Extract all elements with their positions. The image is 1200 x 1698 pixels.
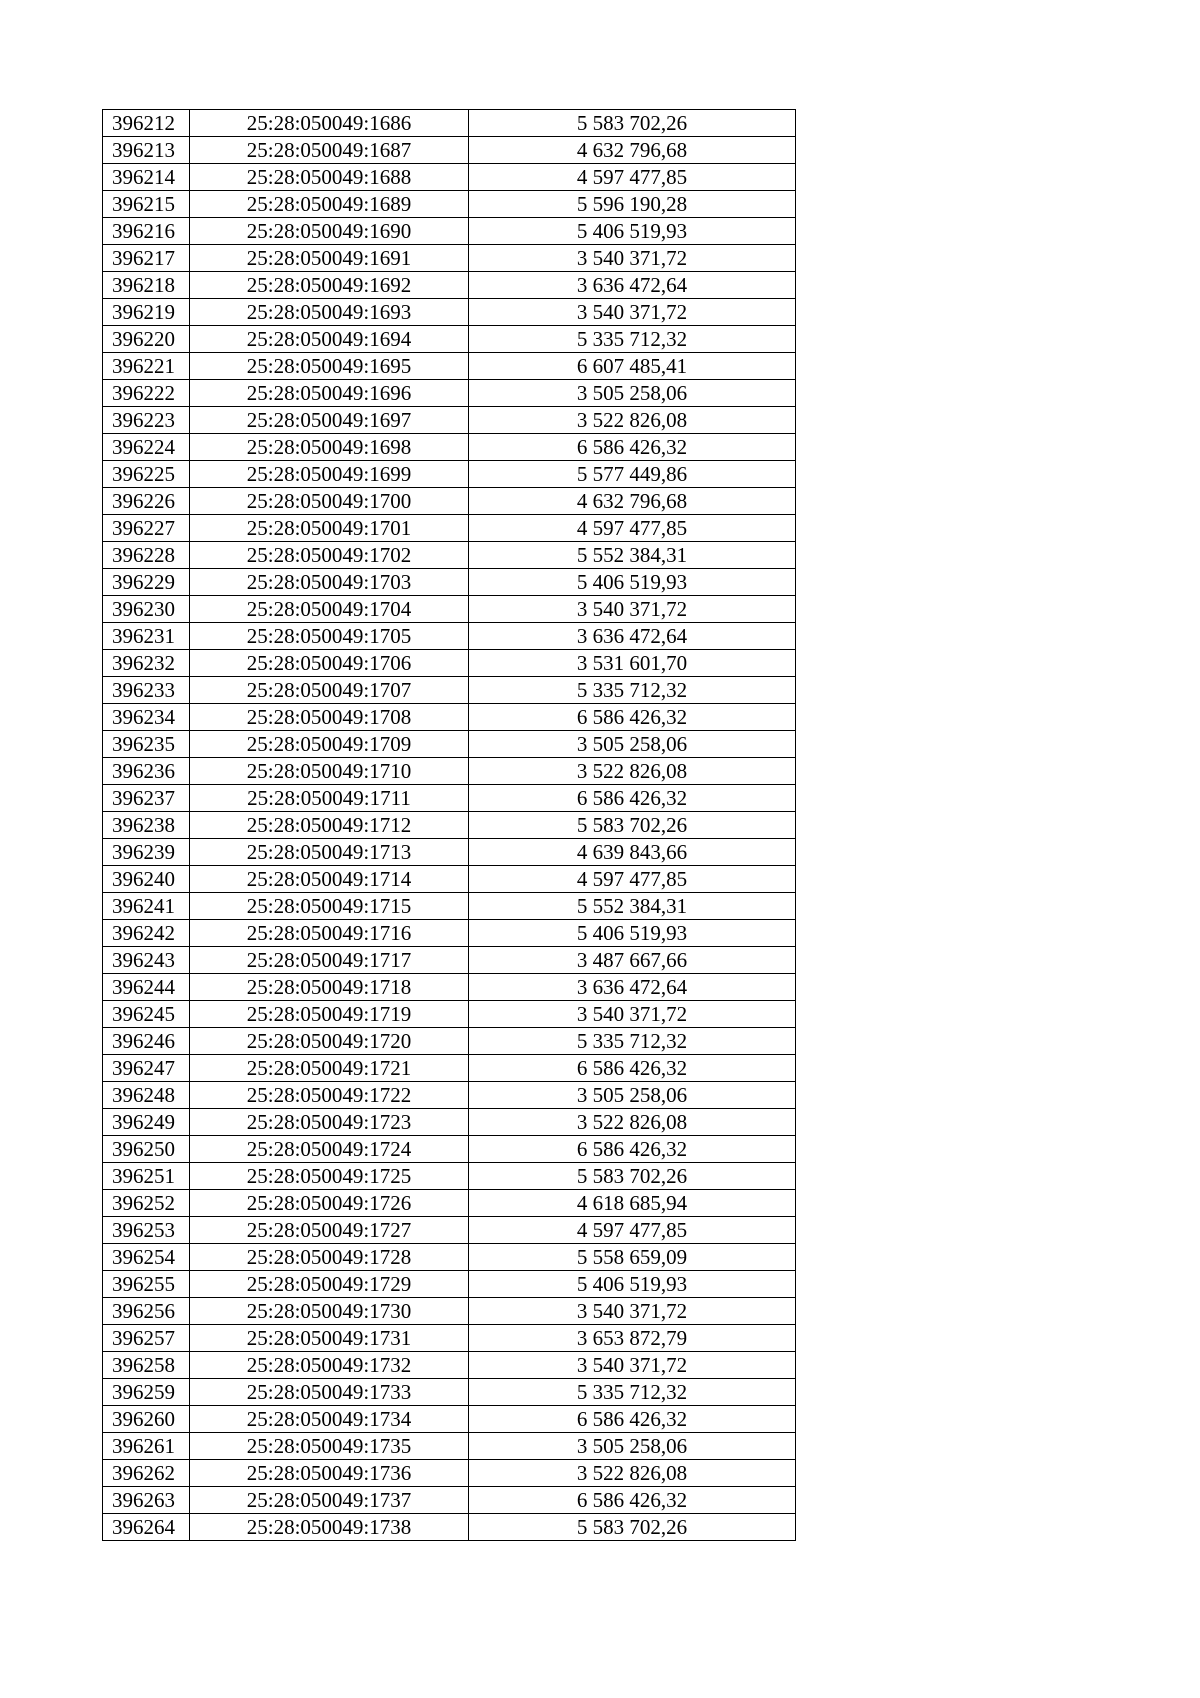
table-row [103, 623, 796, 650]
row-number-cell: 396244 [103, 974, 190, 1001]
cadastral-number-cell: 25:28:050049:1698 [190, 434, 469, 461]
row-number-cell: 396228 [103, 542, 190, 569]
cadastral-number-cell: 25:28:050049:1703 [190, 569, 469, 596]
table-row [103, 1460, 796, 1487]
cadastral-number-cell: 25:28:050049:1689 [190, 191, 469, 218]
row-number-cell: 396239 [103, 839, 190, 866]
cadastral-number-cell: 25:28:050049:1692 [190, 272, 469, 299]
row-number-cell: 396232 [103, 650, 190, 677]
cadastral-number-cell: 25:28:050049:1719 [190, 1001, 469, 1028]
cadastral-number-cell: 25:28:050049:1697 [190, 407, 469, 434]
row-number-cell: 396220 [103, 326, 190, 353]
value-cell: 3 522 826,08 [469, 758, 796, 785]
cadastral-number-cell: 25:28:050049:1705 [190, 623, 469, 650]
cadastral-number-cell: 25:28:050049:1716 [190, 920, 469, 947]
row-number-cell: 396248 [103, 1082, 190, 1109]
row-number-cell: 396213 [103, 137, 190, 164]
value-cell: 5 335 712,32 [469, 677, 796, 704]
cadastral-number-cell: 25:28:050049:1721 [190, 1055, 469, 1082]
table-row [103, 1217, 796, 1244]
row-number-cell: 396224 [103, 434, 190, 461]
cadastral-number-cell: 25:28:050049:1708 [190, 704, 469, 731]
table-row [103, 731, 796, 758]
cadastral-number-cell: 25:28:050049:1722 [190, 1082, 469, 1109]
cadastral-number-cell: 25:28:050049:1710 [190, 758, 469, 785]
value-cell: 3 505 258,06 [469, 1433, 796, 1460]
table-row [103, 920, 796, 947]
table-row [103, 569, 796, 596]
value-cell: 5 552 384,31 [469, 542, 796, 569]
value-cell: 5 335 712,32 [469, 326, 796, 353]
value-cell: 3 540 371,72 [469, 1298, 796, 1325]
row-number-cell: 396216 [103, 218, 190, 245]
table-row [103, 218, 796, 245]
table-row [103, 110, 796, 137]
row-number-cell: 396254 [103, 1244, 190, 1271]
cadastral-number-cell: 25:28:050049:1729 [190, 1271, 469, 1298]
cadastral-number-cell: 25:28:050049:1687 [190, 137, 469, 164]
cadastral-number-cell: 25:28:050049:1727 [190, 1217, 469, 1244]
cadastral-number-cell: 25:28:050049:1733 [190, 1379, 469, 1406]
value-cell: 3 505 258,06 [469, 380, 796, 407]
cadastral-number-cell: 25:28:050049:1738 [190, 1514, 469, 1541]
cadastral-number-cell: 25:28:050049:1725 [190, 1163, 469, 1190]
cadastral-number-cell: 25:28:050049:1695 [190, 353, 469, 380]
table-row [103, 488, 796, 515]
table-row [103, 1325, 796, 1352]
row-number-cell: 396263 [103, 1487, 190, 1514]
table-row [103, 704, 796, 731]
cadastral-number-cell: 25:28:050049:1709 [190, 731, 469, 758]
cadastral-number-cell: 25:28:050049:1730 [190, 1298, 469, 1325]
value-cell: 5 406 519,93 [469, 218, 796, 245]
cadastral-number-cell: 25:28:050049:1726 [190, 1190, 469, 1217]
table-row [103, 542, 796, 569]
row-number-cell: 396259 [103, 1379, 190, 1406]
cadastral-number-cell: 25:28:050049:1707 [190, 677, 469, 704]
value-cell: 3 487 667,66 [469, 947, 796, 974]
table-row [103, 299, 796, 326]
table-row [103, 1163, 796, 1190]
table-row [103, 245, 796, 272]
value-cell: 5 406 519,93 [469, 569, 796, 596]
row-number-cell: 396219 [103, 299, 190, 326]
value-cell: 5 552 384,31 [469, 893, 796, 920]
cadastral-number-cell: 25:28:050049:1734 [190, 1406, 469, 1433]
table-row [103, 1487, 796, 1514]
cadastral-number-cell: 25:28:050049:1690 [190, 218, 469, 245]
row-number-cell: 396218 [103, 272, 190, 299]
table-row [103, 785, 796, 812]
value-cell: 3 540 371,72 [469, 245, 796, 272]
value-cell: 6 586 426,32 [469, 1136, 796, 1163]
row-number-cell: 396233 [103, 677, 190, 704]
table-row [103, 1514, 796, 1541]
cadastral-number-cell: 25:28:050049:1691 [190, 245, 469, 272]
row-number-cell: 396255 [103, 1271, 190, 1298]
value-cell: 3 636 472,64 [469, 272, 796, 299]
table-row [103, 407, 796, 434]
table-row [103, 1136, 796, 1163]
table-row [103, 272, 796, 299]
row-number-cell: 396242 [103, 920, 190, 947]
table-row [103, 947, 796, 974]
table-row [103, 380, 796, 407]
value-cell: 5 406 519,93 [469, 920, 796, 947]
value-cell: 3 540 371,72 [469, 299, 796, 326]
value-cell: 4 597 477,85 [469, 866, 796, 893]
value-cell: 5 577 449,86 [469, 461, 796, 488]
value-cell: 4 597 477,85 [469, 164, 796, 191]
table-row [103, 1082, 796, 1109]
value-cell: 5 596 190,28 [469, 191, 796, 218]
cadastral-number-cell: 25:28:050049:1711 [190, 785, 469, 812]
value-cell: 3 636 472,64 [469, 623, 796, 650]
row-number-cell: 396235 [103, 731, 190, 758]
table-row [103, 353, 796, 380]
value-cell: 3 540 371,72 [469, 1001, 796, 1028]
cadastral-number-cell: 25:28:050049:1702 [190, 542, 469, 569]
row-number-cell: 396217 [103, 245, 190, 272]
value-cell: 5 406 519,93 [469, 1271, 796, 1298]
table-row [103, 1433, 796, 1460]
row-number-cell: 396252 [103, 1190, 190, 1217]
value-cell: 6 586 426,32 [469, 1487, 796, 1514]
cadastral-number-cell: 25:28:050049:1713 [190, 839, 469, 866]
cadastral-number-cell: 25:28:050049:1728 [190, 1244, 469, 1271]
row-number-cell: 396247 [103, 1055, 190, 1082]
table-row [103, 1379, 796, 1406]
row-number-cell: 396246 [103, 1028, 190, 1055]
row-number-cell: 396241 [103, 893, 190, 920]
table-row [103, 164, 796, 191]
row-number-cell: 396222 [103, 380, 190, 407]
cadastral-number-cell: 25:28:050049:1720 [190, 1028, 469, 1055]
value-cell: 3 522 826,08 [469, 1109, 796, 1136]
table-row [103, 191, 796, 218]
cadastral-number-cell: 25:28:050049:1706 [190, 650, 469, 677]
table-row [103, 893, 796, 920]
table-row [103, 974, 796, 1001]
table-row [103, 1244, 796, 1271]
value-cell: 5 335 712,32 [469, 1028, 796, 1055]
cadastral-number-cell: 25:28:050049:1699 [190, 461, 469, 488]
cadastral-number-cell: 25:28:050049:1704 [190, 596, 469, 623]
cadastral-number-cell: 25:28:050049:1688 [190, 164, 469, 191]
cadastral-number-cell: 25:28:050049:1701 [190, 515, 469, 542]
cadastral-number-cell: 25:28:050049:1696 [190, 380, 469, 407]
value-cell: 4 639 843,66 [469, 839, 796, 866]
table-row [103, 1001, 796, 1028]
row-number-cell: 396214 [103, 164, 190, 191]
cadastral-number-cell: 25:28:050049:1724 [190, 1136, 469, 1163]
row-number-cell: 396234 [103, 704, 190, 731]
value-cell: 4 632 796,68 [469, 488, 796, 515]
table-row [103, 596, 796, 623]
row-number-cell: 396262 [103, 1460, 190, 1487]
row-number-cell: 396245 [103, 1001, 190, 1028]
table-row [103, 326, 796, 353]
table-row [103, 1055, 796, 1082]
row-number-cell: 396264 [103, 1514, 190, 1541]
table-row [103, 1190, 796, 1217]
cadastral-number-cell: 25:28:050049:1735 [190, 1433, 469, 1460]
row-number-cell: 396258 [103, 1352, 190, 1379]
data-table [102, 109, 796, 1541]
row-number-cell: 396231 [103, 623, 190, 650]
value-cell: 6 586 426,32 [469, 704, 796, 731]
row-number-cell: 396249 [103, 1109, 190, 1136]
row-number-cell: 396253 [103, 1217, 190, 1244]
cadastral-number-cell: 25:28:050049:1712 [190, 812, 469, 839]
cadastral-number-cell: 25:28:050049:1737 [190, 1487, 469, 1514]
value-cell: 5 583 702,26 [469, 110, 796, 137]
row-number-cell: 396243 [103, 947, 190, 974]
table-row [103, 866, 796, 893]
row-number-cell: 396238 [103, 812, 190, 839]
value-cell: 3 540 371,72 [469, 1352, 796, 1379]
cadastral-number-cell: 25:28:050049:1736 [190, 1460, 469, 1487]
cadastral-number-cell: 25:28:050049:1693 [190, 299, 469, 326]
value-cell: 6 607 485,41 [469, 353, 796, 380]
cadastral-number-cell: 25:28:050049:1714 [190, 866, 469, 893]
cadastral-number-cell: 25:28:050049:1700 [190, 488, 469, 515]
row-number-cell: 396256 [103, 1298, 190, 1325]
value-cell: 6 586 426,32 [469, 1055, 796, 1082]
table-row [103, 650, 796, 677]
row-number-cell: 396223 [103, 407, 190, 434]
table-row [103, 1109, 796, 1136]
table-row [103, 677, 796, 704]
table-row [103, 812, 796, 839]
cadastral-number-cell: 25:28:050049:1718 [190, 974, 469, 1001]
table-row [103, 461, 796, 488]
table-row [103, 1298, 796, 1325]
row-number-cell: 396221 [103, 353, 190, 380]
value-cell: 3 522 826,08 [469, 407, 796, 434]
table-row [103, 434, 796, 461]
row-number-cell: 396226 [103, 488, 190, 515]
value-cell: 3 531 601,70 [469, 650, 796, 677]
value-cell: 6 586 426,32 [469, 785, 796, 812]
table-row [103, 839, 796, 866]
value-cell: 5 583 702,26 [469, 812, 796, 839]
value-cell: 4 632 796,68 [469, 137, 796, 164]
row-number-cell: 396229 [103, 569, 190, 596]
cadastral-number-cell: 25:28:050049:1694 [190, 326, 469, 353]
row-number-cell: 396257 [103, 1325, 190, 1352]
value-cell: 4 597 477,85 [469, 515, 796, 542]
value-cell: 3 653 872,79 [469, 1325, 796, 1352]
value-cell: 4 618 685,94 [469, 1190, 796, 1217]
value-cell: 4 597 477,85 [469, 1217, 796, 1244]
row-number-cell: 396261 [103, 1433, 190, 1460]
value-cell: 3 505 258,06 [469, 1082, 796, 1109]
row-number-cell: 396240 [103, 866, 190, 893]
row-number-cell: 396230 [103, 596, 190, 623]
row-number-cell: 396236 [103, 758, 190, 785]
row-number-cell: 396212 [103, 110, 190, 137]
table-row [103, 1271, 796, 1298]
value-cell: 5 583 702,26 [469, 1163, 796, 1190]
cadastral-number-cell: 25:28:050049:1715 [190, 893, 469, 920]
cadastral-number-cell: 25:28:050049:1717 [190, 947, 469, 974]
table-row [103, 1406, 796, 1433]
row-number-cell: 396237 [103, 785, 190, 812]
table-body [103, 110, 796, 1541]
row-number-cell: 396215 [103, 191, 190, 218]
value-cell: 3 636 472,64 [469, 974, 796, 1001]
row-number-cell: 396260 [103, 1406, 190, 1433]
value-cell: 6 586 426,32 [469, 434, 796, 461]
cadastral-number-cell: 25:28:050049:1686 [190, 110, 469, 137]
table-row [103, 515, 796, 542]
table-row [103, 1028, 796, 1055]
cadastral-number-cell: 25:28:050049:1731 [190, 1325, 469, 1352]
table-row [103, 137, 796, 164]
cadastral-number-cell: 25:28:050049:1723 [190, 1109, 469, 1136]
value-cell: 5 335 712,32 [469, 1379, 796, 1406]
row-number-cell: 396227 [103, 515, 190, 542]
row-number-cell: 396251 [103, 1163, 190, 1190]
value-cell: 3 540 371,72 [469, 596, 796, 623]
value-cell: 5 583 702,26 [469, 1514, 796, 1541]
cadastral-number-cell: 25:28:050049:1732 [190, 1352, 469, 1379]
value-cell: 5 558 659,09 [469, 1244, 796, 1271]
table-row [103, 1352, 796, 1379]
value-cell: 3 505 258,06 [469, 731, 796, 758]
value-cell: 6 586 426,32 [469, 1406, 796, 1433]
value-cell: 3 522 826,08 [469, 1460, 796, 1487]
row-number-cell: 396250 [103, 1136, 190, 1163]
row-number-cell: 396225 [103, 461, 190, 488]
table-row [103, 758, 796, 785]
